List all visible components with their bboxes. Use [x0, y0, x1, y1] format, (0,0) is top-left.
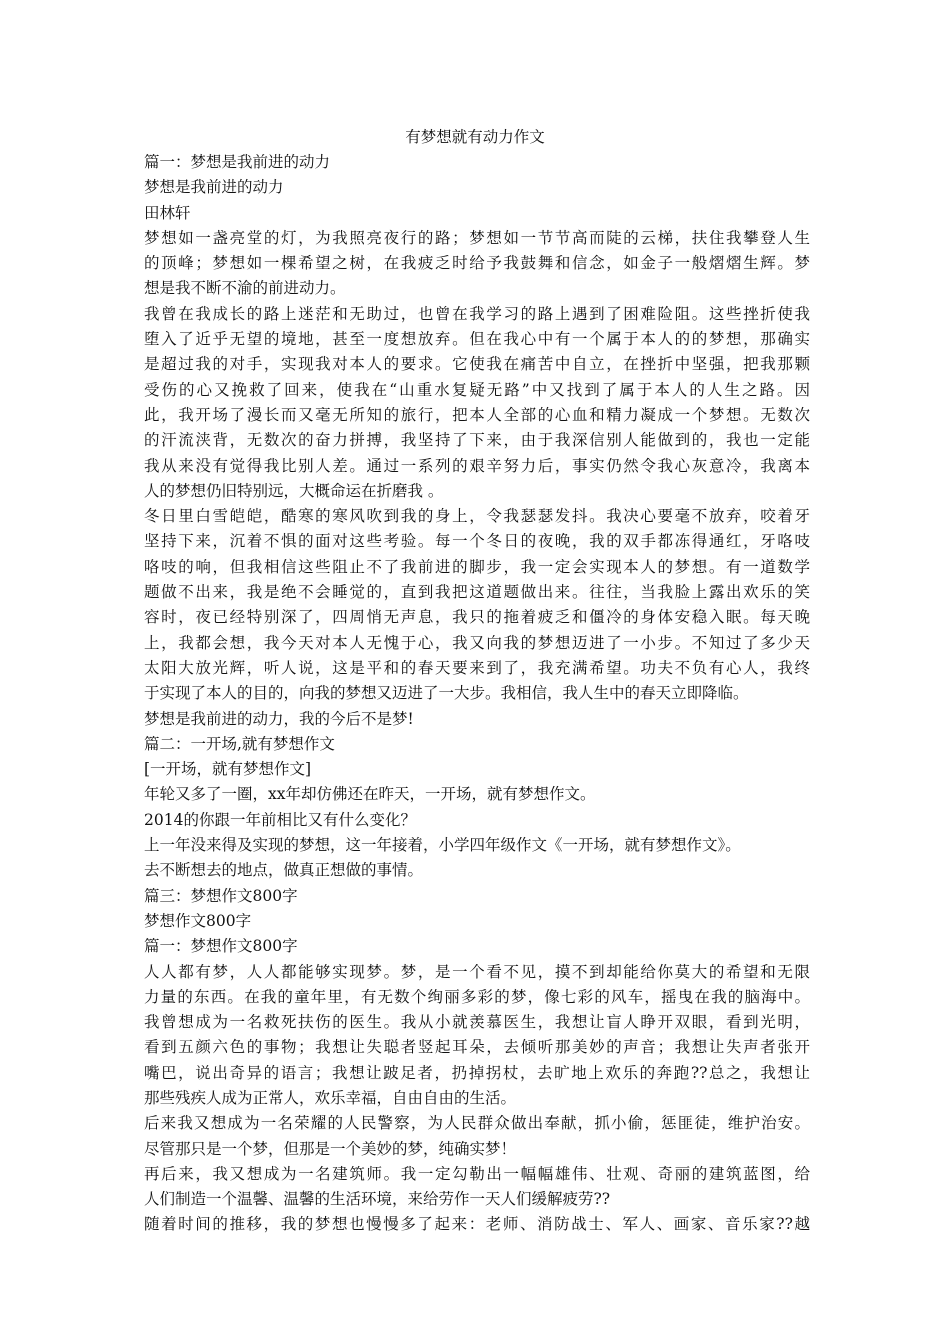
text-line: 嘴巴，说出奇异的语言；我想让跛足者，扔掉拐杖，去旷地上欢乐的奔跑??总之，我想让: [144, 1063, 810, 1082]
text-line: 上，我都会想，我今天对本人无愧于心，我又向我的梦想迈进了一小步。不知过了多少天: [144, 633, 810, 652]
text-line: 尽管那只是一个梦，但那是一个美妙的梦，纯确实梦！: [144, 1139, 517, 1158]
text-line: 随着时间的推移，我的梦想也慢慢多了起来：老师、消防战士、军人、画家、音乐家??越: [144, 1215, 810, 1234]
text-line: 题做不出来，我是绝不会睡觉的，直到我把这道题做出来。往往，当我脸上露出欢乐的笑: [144, 583, 810, 602]
text-line: 力量的东西。在我的童年里，有无数个绚丽多彩的梦，像七彩的风车，摇曳在我的脑海中。: [144, 987, 810, 1006]
text-line: 是超过我的对手，实现我对本人的要求。它使我在痛苦中自立，在挫折中坚强，把我那颗: [144, 355, 810, 374]
text-line: 篇一：梦想是我前进的动力: [144, 153, 331, 171]
text-line: 后来我又想成为一名荣耀的人民警察，为人民群众做出奉献，抓小偷，惩匪徒，维护治安。: [144, 1114, 810, 1133]
text-line: 我从来没有觉得我比别人差。通过一系列的艰辛努力后，事实仍然令我心灰意冷，我离本: [144, 456, 810, 475]
text-line: 上一年没来得及实现的梦想，这一年接着，小学四年级作文《一开场，就有梦想作文》。: [144, 836, 741, 855]
text-line: 堕入了近乎无望的境地，甚至一度想放弃。但在我心中有一个属于本人的的梦想，那确实: [144, 330, 810, 349]
text-line: [一开场，就有梦想作文]: [144, 760, 312, 779]
text-line: 梦想作文800字: [144, 911, 252, 930]
text-line: 2014的你跟一年前相比又有什么变化？: [144, 810, 416, 829]
text-line: 田林轩: [144, 203, 191, 222]
document-body: [144, 150, 810, 1238]
text-line: 年轮又多了一圈，xx年却仿佛还在昨天，一开场，就有梦想作文。: [144, 785, 596, 804]
document-title: 有梦想就有动力作文: [405, 128, 545, 146]
text-line: 篇二：一开场,就有梦想作文: [144, 734, 335, 753]
text-line: 篇三：梦想作文800字: [144, 886, 298, 905]
text-line: 容时，夜已经特别深了，四周悄无声息，我只的拖着疲乏和僵冷的身体安稳入眠。每天晚: [144, 608, 810, 627]
text-line: 人们制造一个温馨、温馨的生活环境，来给劳作一天人们缓解疲劳??: [144, 1190, 611, 1209]
text-line: 想是我不断不渝的前进动力。: [144, 279, 346, 298]
text-line: 梦想是我前进的动力，我的今后不是梦!: [144, 709, 414, 728]
text-line: 的顶峰；梦想如一棵希望之树，在我疲乏时给予我鼓舞和信念，如金子一般熠熠生辉。梦: [144, 254, 810, 273]
text-line: 人的梦想仍旧特别远，大概命运在折磨我 。: [144, 481, 444, 500]
text-line: 看到五颜六色的事物；我想让失聪者竖起耳朵，去倾听那美妙的声音；我想让失声者张开: [144, 1038, 810, 1057]
text-line: 再后来，我又想成为一名建筑师。我一定勾勒出一幅幅雄伟、壮观、奇丽的建筑蓝图，给: [144, 1164, 810, 1183]
text-line: 于实现了本人的目的，向我的梦想又迈进了一大步。我相信，我人生中的春天立即降临。: [144, 684, 749, 703]
text-line: 此，我开场了漫长而又毫无所知的旅行，把本人全部的心血和精力凝成一个梦想。无数次: [144, 405, 810, 424]
text-line: 我曾想成为一名救死扶伤的医生。我从小就羡慕医生，我想让盲人睁开双眼，看到光明，: [144, 1013, 810, 1032]
text-line: 去不断想去的地点，做真正想做的事情。: [144, 861, 424, 880]
text-line: 梦想如一盏亮堂的灯，为我照亮夜行的路；梦想如一节节高而陡的云梯，扶住我攀登人生: [144, 228, 810, 247]
text-line: 那些残疾人成为正常人，欢乐幸福，自由自由的生活。: [144, 1088, 517, 1107]
text-line: 我曾在我成长的路上迷茫和无助过，也曾在我学习的路上遇到了困难险阻。这些挫折使我: [144, 304, 810, 323]
text-line: 冬日里白雪皑皑，酷寒的寒风吹到我的身上，令我瑟瑟发抖。我决心要毫不放弃，咬着牙: [144, 507, 810, 526]
text-line: 坚持下来，沉着不惧的面对这些考验。每一个冬日的夜晚，我的双手都冻得通红，牙咯吱: [144, 532, 810, 551]
text-line: 人人都有梦，人人都能够实现梦。梦，是一个看不见，摸不到却能给你莫大的希望和无限: [144, 962, 810, 981]
text-line: 太阳大放光辉，听人说，这是平和的春天要来到了，我充满希望。功夫不负有心人，我终: [144, 658, 810, 677]
text-line: 受伤的心又挽救了回来，使我在“山重水复疑无路”中又找到了属于本人的人生之路。因: [144, 380, 810, 399]
text-line: 的汗流浃背，无数次的奋力拼搏，我坚持了下来，由于我深信别人能做到的，我也一定能: [144, 431, 810, 450]
text-line: 咯吱的响，但我相信这些阻止不了我前进的脚步，我一定会实现本人的梦想。有一道数学: [144, 557, 810, 576]
text-line: 梦想是我前进的动力: [144, 178, 284, 197]
text-line: 篇一：梦想作文800字: [144, 937, 298, 956]
